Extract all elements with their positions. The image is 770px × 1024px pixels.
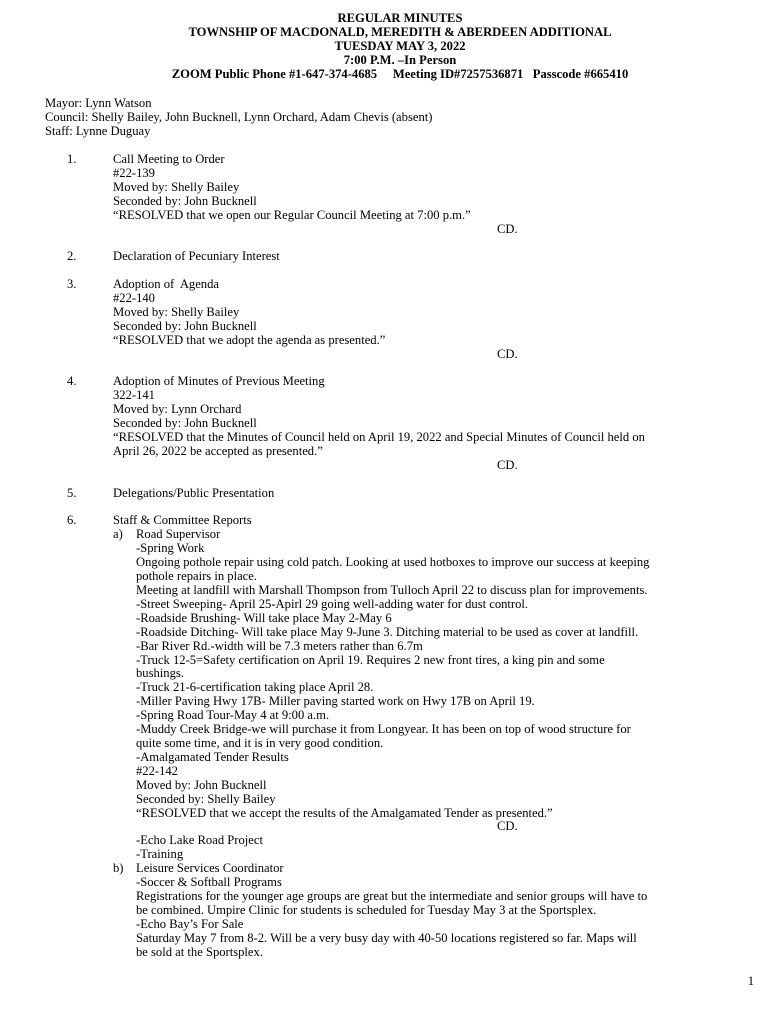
mayor-line: Mayor: Lynn Watson: [45, 96, 152, 110]
report-line: -Spring Work: [136, 541, 205, 556]
section-title: Leisure Services Coordinator: [136, 861, 284, 876]
agenda-item: [45, 487, 757, 501]
item-title: Delegations/Public Presentation: [113, 485, 275, 500]
item-number: 2.: [67, 249, 77, 264]
report-line: -Spring Road Tour-May 4 at 9:00 a.m.: [136, 708, 330, 723]
report-line: -Truck 21-6-certification taking place April 28.: [136, 680, 374, 695]
motion-number: #22-142: [136, 763, 178, 778]
seconded-by: Seconded by: John Bucknell: [113, 193, 257, 208]
resolution-text: “RESOLVED that the Minutes of Council held on April 19, 2022 and Special Minutes of Council held on: [113, 430, 645, 445]
carried-mark: CD.: [497, 819, 518, 834]
report-line: Ongoing pothole repair using cold patch. Looking at used hotboxes to improve our success at keeping: [136, 555, 650, 570]
report-line: -Street Sweeping- April 25-Apirl 29 going well-adding water for dust control.: [136, 596, 529, 611]
item-title: Adoption of Agenda: [113, 277, 219, 292]
seconded-by: Seconded by: John Bucknell: [113, 318, 257, 333]
section-letter: a): [113, 527, 123, 542]
report-line: -Soccer & Softball Programs: [136, 875, 282, 890]
zoom-info: ZOOM Public Phone #1-647-374-4685 Meeting ID#7257536871 Passcode #665410: [171, 66, 629, 81]
carried-mark: CD.: [497, 457, 518, 472]
resolution-text: “RESOLVED that we adopt the agenda as presented.”: [113, 332, 386, 347]
report-line: -Muddy Creek Bridge-we will purchase it from Longyear. It has been on top of wood structure for: [136, 722, 631, 737]
item-number: 6.: [67, 513, 77, 528]
report-section-leisure: [113, 862, 757, 959]
report-line: be combined. Umpire Clinic for students is scheduled for Tuesday May 3 at the Sportsplex.: [136, 902, 597, 917]
resolution-text-cont: April 26, 2022 be accepted as presented.”: [113, 443, 323, 458]
report-line: -Echo Bay’s For Sale: [136, 916, 244, 931]
resolution-text: “RESOLVED that we open our Regular Council Meeting at 7:00 p.m.”: [113, 207, 471, 222]
report-line: -Truck 12-5=Safety certification on April 19. Requires 2 new front tires, a king pin and some: [136, 652, 605, 667]
agenda-item: [45, 153, 757, 236]
report-line: -Amalgamated Tender Results: [136, 749, 289, 764]
document-header: [0, 12, 770, 82]
item-title: Staff & Committee Reports: [113, 513, 252, 528]
item-number: 3.: [67, 277, 77, 292]
item-number: 4.: [67, 374, 77, 389]
attendees-block: [45, 97, 432, 139]
report-line: -Roadside Brushing- Will take place May 2-May 6: [136, 610, 392, 625]
report-line: -Bar River Rd.-width will be 7.3 meters rather than 6.7m: [136, 638, 423, 653]
report-line: -Miller Paving Hwy 17B- Miller paving started work on Hwy 17B on April 19.: [136, 694, 535, 709]
report-line: Meeting at landfill with Marshall Thompson from Tulloch April 22 to discuss plan for improvements.: [136, 583, 648, 598]
seconded-by: Seconded by: Shelly Bailey: [136, 791, 276, 806]
agenda-item: [45, 514, 757, 959]
section-letter: b): [113, 861, 124, 876]
carried-mark: CD.: [497, 346, 518, 361]
agenda-item: [45, 250, 757, 264]
report-line: -Training: [136, 847, 184, 862]
report-line: -Echo Lake Road Project: [136, 833, 263, 848]
township-name: TOWNSHIP OF MACDONALD, MEREDITH & ABERDEEN ADDITIONAL: [188, 24, 612, 39]
agenda-item: [45, 278, 757, 361]
motion-number: #22-139: [113, 165, 155, 180]
seconded-by: Seconded by: John Bucknell: [113, 416, 257, 431]
agenda-items: [45, 153, 757, 973]
report-line: pothole repairs in place.: [136, 569, 257, 584]
item-number: 5.: [67, 485, 77, 500]
resolution-text: “RESOLVED that we accept the results of the Amalgamated Tender as presented.”: [136, 805, 553, 820]
item-title: Call Meeting to Order: [113, 152, 225, 166]
staff-line: Staff: Lynne Duguay: [45, 123, 151, 138]
motion-number: #22-140: [113, 291, 155, 306]
report-line: quite some time, and it is in very good condition.: [136, 735, 384, 750]
moved-by: Moved by: Shelly Bailey: [113, 304, 240, 319]
council-line: Council: Shelly Bailey, John Bucknell, Lynn Orchard, Adam Chevis (absent): [45, 109, 433, 124]
item-title: Adoption of Minutes of Previous Meeting: [113, 374, 325, 389]
item-title: Declaration of Pecuniary Interest: [113, 249, 280, 264]
report-section-road: [113, 528, 757, 862]
document-title: REGULAR MINUTES: [337, 11, 463, 25]
report-line: be sold at the Sportsplex.: [136, 944, 263, 959]
carried-mark: CD.: [497, 221, 518, 236]
report-line: Saturday May 7 from 8-2. Will be a very busy day with 40-50 locations registered so far. Maps will: [136, 930, 637, 945]
section-body: [136, 876, 757, 959]
moved-by: Moved by: Shelly Bailey: [113, 179, 240, 194]
agenda-item: [45, 375, 757, 472]
report-line: -Roadside Ditching- Will take place May 9-June 3. Ditching material to be used as cover at landfill.: [136, 624, 639, 639]
meeting-time: 7:00 P.M. –In Person: [343, 52, 457, 67]
motion-number: 322-141: [113, 388, 155, 403]
meeting-date: TUESDAY MAY 3, 2022: [334, 38, 466, 53]
moved-by: Moved by: Lynn Orchard: [113, 402, 242, 417]
report-line: Registrations for the younger age groups are great but the intermediate and senior groups will have to: [136, 888, 648, 903]
page-number: 1: [747, 974, 754, 988]
section-title: Road Supervisor: [136, 527, 221, 542]
moved-by: Moved by: John Bucknell: [136, 777, 267, 792]
section-body: [136, 542, 757, 862]
item-number: 1.: [67, 152, 77, 166]
report-line: bushings.: [136, 666, 184, 681]
